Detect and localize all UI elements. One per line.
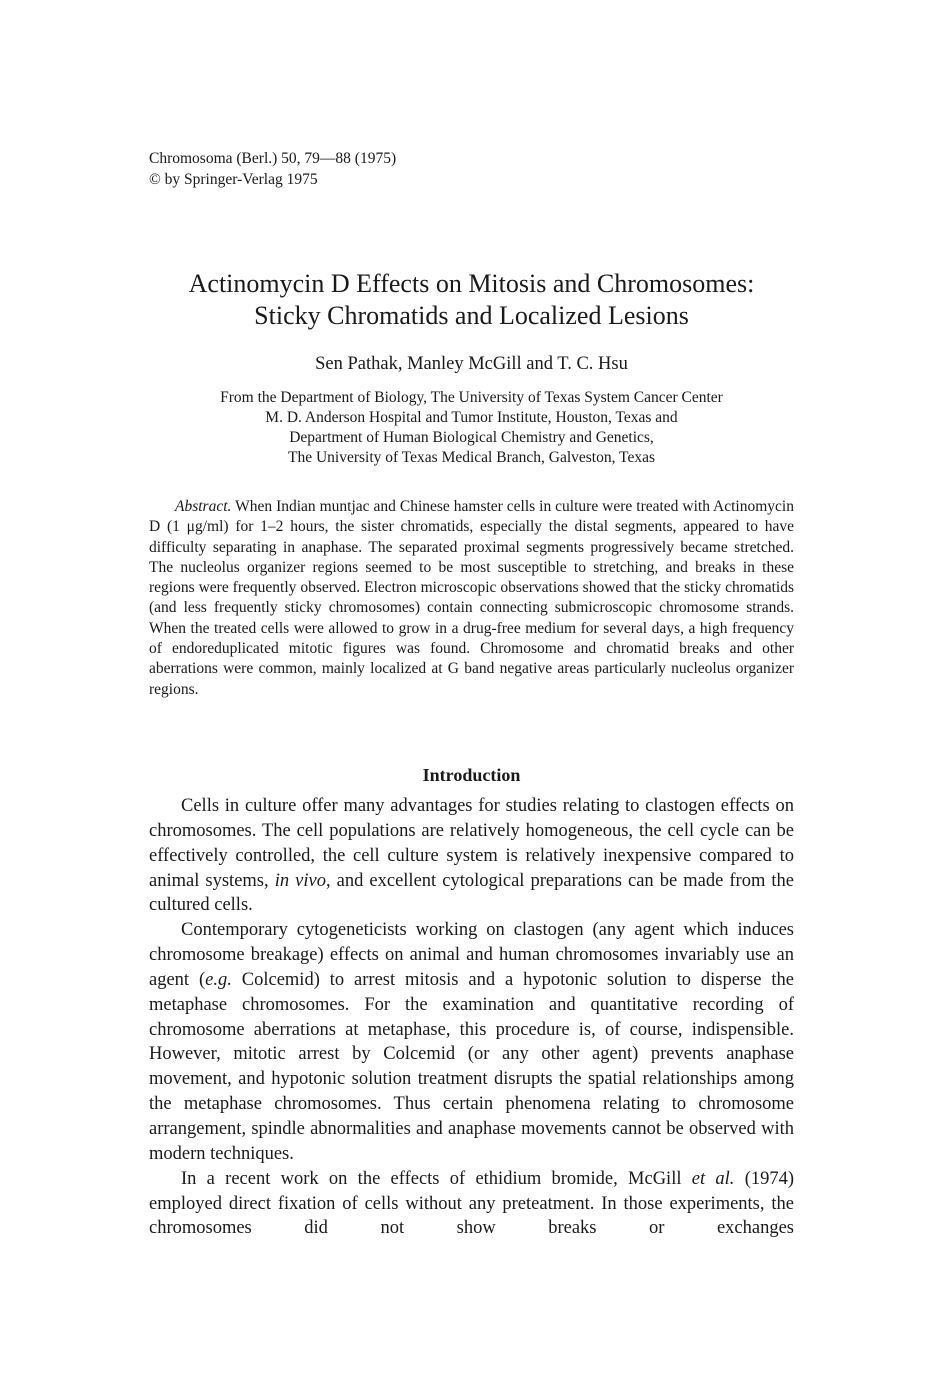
paragraph-text: In a recent work on the effects of ethidium bromide, McGill [181,1168,682,1189]
affiliation [149,388,794,468]
paragraph-text: , and excellent cytological preparations can be made from the cultured cells. [149,870,794,916]
paragraph [149,918,794,1166]
italic-term: in vivo [274,870,326,891]
journal-citation: Chromosoma (Berl.) 50, 79—88 (1975) [149,150,397,167]
affiliation-line-4: The University of Texas Medical Branch, Galveston, Texas [287,449,655,466]
paragraph-text: (1974) employed direct fixation of cells without any preteatment. In those experiments, the chromosomes did not show breaks or exchanges [149,1168,795,1239]
abstract [149,497,794,700]
paragraph [149,794,794,918]
affiliation-line-2: M. D. Anderson Hospital and Tumor Institute, Houston, Texas and [265,409,678,426]
author-list: Sen Pathak, Manley McGill and T. C. Hsu [315,354,628,374]
journal-copyright: © by Springer-Verlag 1975 [149,171,318,188]
section-heading-introduction: Introduction [422,765,521,785]
title-line-2: Sticky Chromatids and Localized Lesions [254,301,689,330]
paper-page [149,0,794,1388]
affiliation-line-1: From the Department of Biology, The University of Texas System Cancer Center [220,389,723,406]
italic-term: et al. [691,1168,735,1189]
paragraph [149,1167,794,1242]
abstract-text: When Indian muntjac and Chinese hamster cells in culture were treated with Actinomycin D (1 μg/ml) for 1–2 hours, the sister chromatids, especially the distal segments, appeared to have difficulty separating in anaphase. The separated proximal segments progressively became stretched. The nucleolus organizer regions seemed to be most susceptible to stretching, and breaks in these regions were frequently observed. Electron microscopic observations showed that the sticky chromatids (and less frequently sticky chromosomes) contain connecting submicroscopic chromosome strands. When the treated cells were allowed to grow in a drug-free medium for several days, a high frequency of endoreduplicated mitotic figures was found. Chromosome and chromatid breaks and other aberrations were common, mainly localized at G band negative areas particularly nucleolus organizer regions. [149,498,794,698]
paragraph-text: Cells in culture offer many advantages for studies relating to clastogen effects on chromosomes. The cell populations are relatively homogeneous, the cell cycle can be effectively controlled, the cell culture system is relatively inexpensive compared to animal systems, [149,796,794,891]
title-line-1: Actinomycin D Effects on Mitosis and Chromosomes: [188,269,755,298]
abstract-label: Abstract. [175,498,232,515]
paper-title [149,268,794,332]
introduction-body [149,794,794,1241]
paragraph-text: Contemporary cytogeneticists working on clastogen (any agent which induces chromosome breakage) effects on animal and human chromosomes invariably use an agent ( [149,920,794,990]
paragraph-text: Colcemid) to arrest mitosis and a hypotonic solution to disperse the metaphase chromosomes. For the examination and quantitative recording of chromosome aberrations at metaphase, this procedure is, of course, indispensible. However, mitotic arrest by Colcemid (or any other agent) prevents anaphase movement, and hypotonic solution treatment disrupts the spatial relationships among the metaphase chromosomes. Thus certain phenomena relating to chromosome arrangement, spindle abnormalities and anaphase movements cannot be observed with modern techniques. [149,969,794,1164]
affiliation-line-3: Department of Human Biological Chemistry and Genetics, [289,429,654,446]
italic-term: e.g. [205,969,232,990]
journal-header [149,148,396,190]
